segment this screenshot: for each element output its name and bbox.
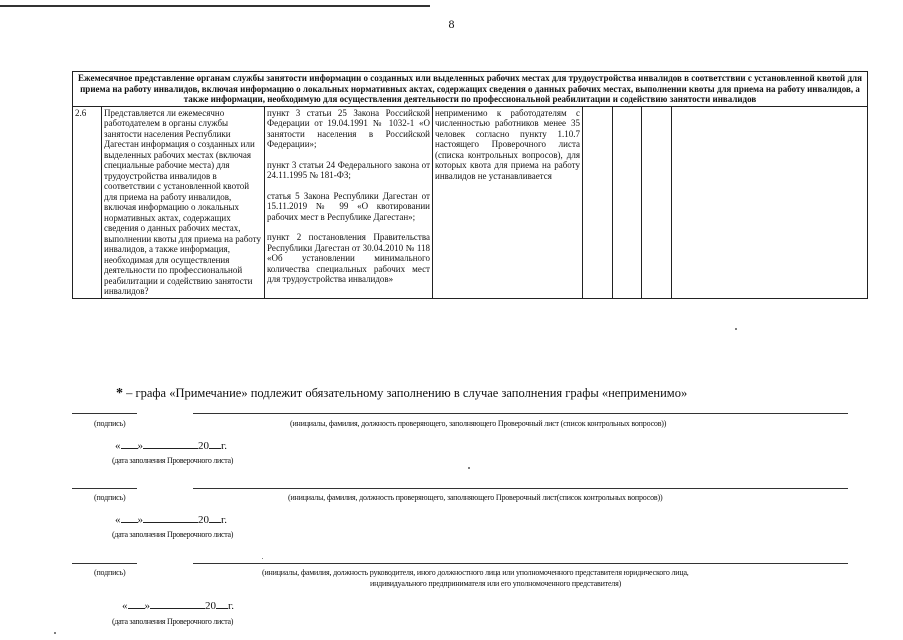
answer-na-cell[interactable] [642,106,672,298]
legal-reference: пункт 3 статьи 24 Федерального закона от 24.11.1995 № 181-ФЗ; [267,159,430,180]
date-caption: (дата заполнения Проверочного листа) [112,530,234,539]
signature-caption: (подпись) [94,568,126,577]
name-caption-line-2: индивидуального предпринимателя или его уполномоченного представителя) [370,579,622,588]
table-row [73,106,868,298]
legal-reference: пункт 2 постановления Правительства Республики Дагестан от 30.04.2010 № 118 «Об установлении минимального количества специальных рабочих мест для трудоустройства инвалидов» [267,232,430,284]
answer-no-cell[interactable] [613,106,642,298]
not-applicable-cell: неприменимо к работодателям с численностью работников менее 35 человек согласно пункту 1.10.7 настоящего Проверочного листа (списка контрольных вопросов), для которых квота для приема на работу инвалидов не устанавливается [433,106,583,298]
name-line[interactable] [193,413,848,414]
signature-line[interactable] [72,413,137,414]
table-section-header: Ежемесячное представление органам службы занятости информации о созданных или выделенных рабочих местах для трудоустройства инвалидов в соответствии с установленной квотой для приема на работу инвалидов, включая информацию о локальных нормативных актах, содержащих сведения о данных рабочих местах, выполнении квоты для приема на работу инвалидов, а также информации, необходимую для осуществления деятельности по профессиональной реабилитации и содействию занятости инвалидов [73,72,868,107]
name-caption-line-1: (инициалы, фамилия, должность руководителя, иного должностного лица или уполномоченного представителя юридического лица, [262,568,689,577]
checklist-table [72,71,868,299]
top-rule [0,5,430,7]
answer-yes-cell[interactable] [583,106,613,298]
legal-references-cell [265,106,433,298]
footnote-star: * [116,386,123,401]
name-caption: (инициалы, фамилия, должность проверяющего, заполняющего Проверочный лист (список контрольных вопросов)) [290,419,667,428]
name-line[interactable] [193,488,848,489]
remarks-cell[interactable] [672,106,868,298]
scan-speck [468,467,470,469]
row-number: 2.6 [73,106,102,298]
signature-line[interactable] [72,488,137,489]
footnote [116,386,687,402]
legal-reference: пункт 3 статьи 25 Закона Российской Федерации от 19.04.1991 № 1032-1 «О занятости населения в Российской Федерации»; [267,107,430,149]
footnote-text: – графа «Примечание» подлежит обязательному заполнению в случае заполнения графы «неприменимо» [123,386,688,400]
scan-speck [54,632,56,634]
legal-reference: статья 5 Закона Республики Дагестан от 15.11.2019 № 99 «О квотировании рабочих мест в Республике Дагестан»; [267,190,430,222]
date-field[interactable]: « » 20 г. [115,440,228,452]
signature-caption: (подпись) [94,419,126,428]
date-field[interactable]: « » 20 г. [122,600,235,612]
signature-line[interactable] [72,563,137,564]
table-header-row [73,72,868,107]
name-caption: (инициалы, фамилия, должность проверяющего, заполняющего Проверочный лист(список контрольных вопросов)) [288,493,663,502]
scan-speck [262,558,263,559]
signature-caption: (подпись) [94,493,126,502]
name-line[interactable] [193,563,848,564]
date-field[interactable]: « » 20 г. [115,514,228,526]
date-caption: (дата заполнения Проверочного листа) [112,617,234,626]
page-number: 8 [448,17,455,31]
date-caption: (дата заполнения Проверочного листа) [112,456,234,465]
question-cell: Представляется ли ежемесячно работодателем в органы службы занятости населения Республики Дагестан информация о созданных или выделенных рабочих местах (включая специальные рабочие места) для трудоустройства инвалидов в соответствии с установленной квотой для приема на работу инвалидов, включая информацию о локальных нормативных актах, содержащих сведения о данных рабочих местах, выполнении квоты для приема на работу инвалидов, а также информация, необходимая для осуществления деятельности по профессиональной реабилитации и содействию занятости инвалидов? [102,106,265,298]
scan-speck [735,328,737,330]
